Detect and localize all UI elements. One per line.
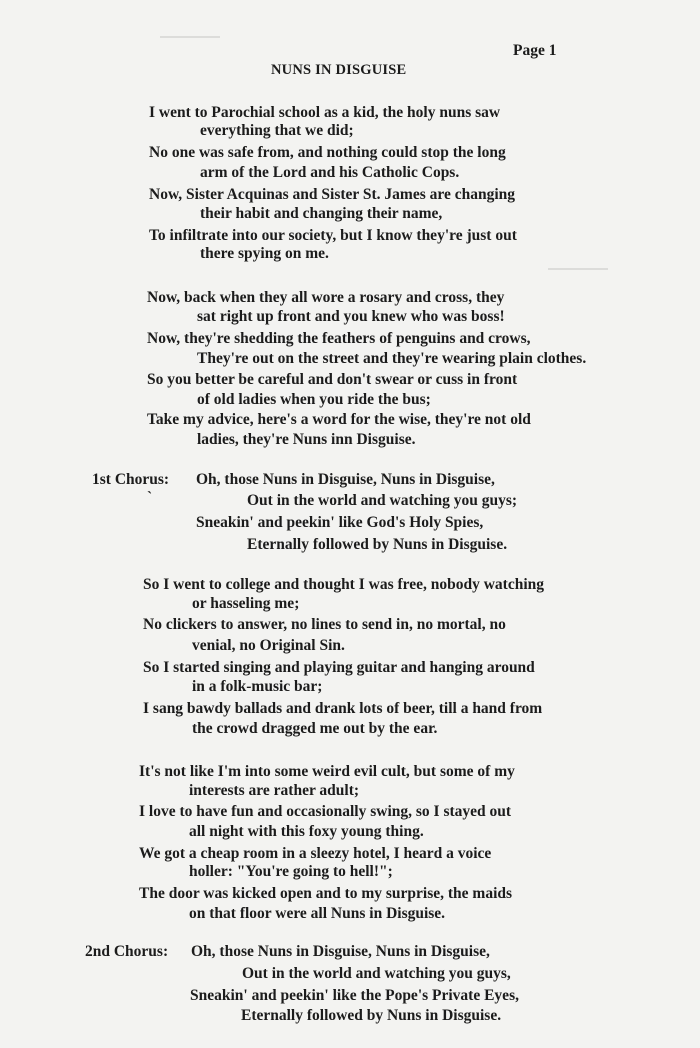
lyric-line: Now, they're shedding the feathers of penguins and crows, (147, 330, 531, 347)
lyric-line: the crowd dragged me out by the ear. (192, 720, 438, 737)
lyric-line: holler: "You're going to hell!"; (189, 863, 393, 880)
lyric-line: ladies, they're Nuns inn Disguise. (197, 431, 416, 448)
lyric-line: No one was safe from, and nothing could stop the long (149, 144, 506, 161)
lyric-line: I sang bawdy ballads and drank lots of beer, till a hand from (143, 700, 543, 717)
lyric-line: I went to Parochial school as a kid, the holy nuns saw (149, 104, 501, 121)
lyric-line: We got a cheap room in a sleezy hotel, I heard a voice (139, 845, 492, 862)
lyric-line: I love to have fun and occasionally swing, so I stayed out (139, 803, 512, 820)
lyric-line: sat right up front and you knew who was boss! (197, 308, 505, 325)
lyric-line: The door was kicked open and to my surprise, the maids (139, 885, 513, 902)
lyric-line: Eternally followed by Nuns in Disguise. (247, 536, 508, 553)
bleed-through-mark (548, 268, 608, 280)
lyric-line: To infiltrate into our society, but I know they're just out (149, 227, 517, 244)
lyric-line: Oh, those Nuns in Disguise, Nuns in Disguise, (196, 471, 495, 488)
lyric-line: there spying on me. (200, 245, 329, 262)
lyric-line: They're out on the street and they're wearing plain clothes. (197, 350, 587, 367)
lyric-line: Take my advice, here's a word for the wise, they're not old (147, 411, 531, 428)
lyric-line: all night with this foxy young thing. (189, 823, 424, 840)
lyric-line: arm of the Lord and his Catholic Cops. (200, 164, 460, 181)
lyric-line: Out in the world and watching you guys, (242, 965, 511, 982)
lyric-line: So I went to college and thought I was free, nobody watching (143, 576, 545, 593)
chorus-label: 1st Chorus: (92, 471, 170, 488)
lyric-line: Out in the world and watching you guys; (247, 492, 518, 509)
lyric-line: on that floor were all Nuns in Disguise. (189, 905, 446, 922)
lyric-line: everything that we did; (200, 122, 354, 139)
lyric-line: Oh, those Nuns in Disguise, Nuns in Disguise, (191, 943, 490, 960)
lyric-line: venial, no Original Sin. (192, 637, 345, 654)
bleed-through-mark (160, 36, 220, 48)
lyric-line: Now, Sister Acquinas and Sister St. James are changing (149, 186, 516, 203)
stray-mark: ` (147, 489, 153, 506)
lyric-line: of old ladies when you ride the bus; (197, 391, 431, 408)
lyric-line: Sneakin' and peekin' like God's Holy Spies, (196, 514, 484, 531)
lyric-line: interests are rather adult; (189, 782, 360, 799)
page-number: Page 1 (513, 42, 557, 59)
lyric-line: their habit and changing their name, (200, 205, 443, 222)
lyric-line: Eternally followed by Nuns in Disguise. (241, 1007, 502, 1024)
lyric-line: It's not like I'm into some weird evil cult, but some of my (139, 763, 515, 780)
lyric-line: or hasseling me; (192, 595, 300, 612)
lyric-line: No clickers to answer, no lines to send in, no mortal, no (143, 616, 506, 633)
lyric-line: Now, back when they all wore a rosary and cross, they (147, 289, 505, 306)
lyric-line: So you better be careful and don't swear or cuss in front (147, 371, 518, 388)
lyric-line: So I started singing and playing guitar and hanging around (143, 659, 535, 676)
lyric-line: in a folk-music bar; (192, 678, 323, 695)
chorus-label: 2nd Chorus: (85, 943, 169, 960)
song-title: NUNS IN DISGUISE (271, 62, 407, 78)
lyric-line: Sneakin' and peekin' like the Pope's Private Eyes, (190, 987, 519, 1004)
